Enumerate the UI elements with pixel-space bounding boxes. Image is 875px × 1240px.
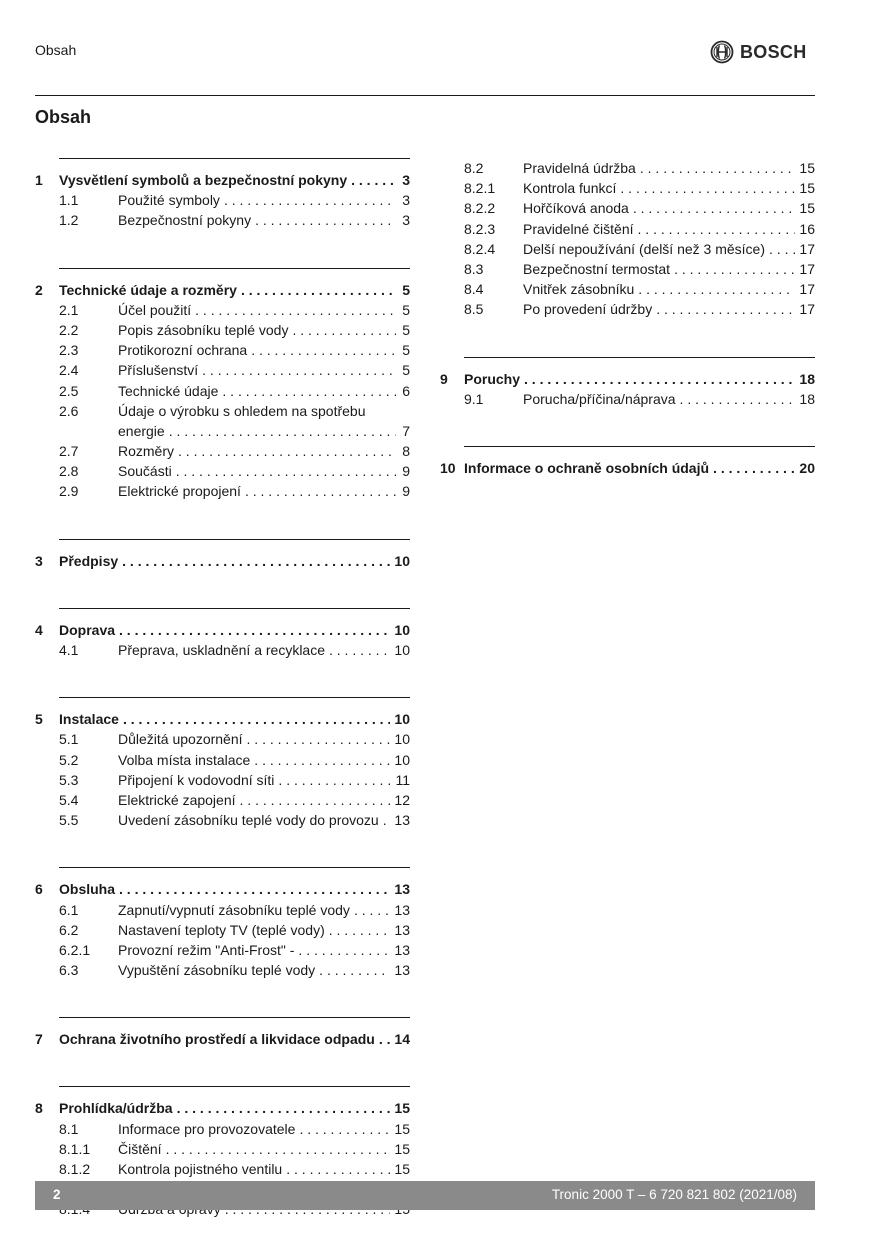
subentry-page: 15: [394, 1140, 410, 1157]
leader-dots: [769, 239, 795, 259]
subentry-number: 2.1: [59, 301, 79, 318]
subentry-page: 12: [394, 791, 410, 808]
toc-subentry[interactable]: [59, 750, 410, 770]
toc-subentry[interactable]: [464, 239, 815, 259]
toc-section: [35, 697, 410, 830]
subentry-title: Připojení k vodovodní síti: [118, 771, 275, 788]
subentry-number: 5.3: [59, 771, 79, 788]
leader-dots: [351, 170, 396, 190]
leader-dots: [638, 219, 796, 239]
subentry-title: Použité symboly: [118, 192, 220, 209]
chapter-number: 2: [35, 281, 43, 298]
toc-chapter-entry[interactable]: [440, 458, 815, 478]
subentry-number: 8.2.4: [464, 240, 496, 257]
chapter-page: 10: [394, 711, 410, 728]
toc-subentry[interactable]: [59, 1139, 410, 1159]
leader-dots: [292, 320, 396, 340]
subentry-title: Protikorozní ochrana: [118, 342, 248, 359]
subentry-title: Přeprava, uskladnění a recyklace: [118, 642, 325, 658]
leader-dots: [354, 900, 390, 920]
toc-subentry[interactable]: [59, 640, 410, 660]
subentry-title: Údaje o výrobku s ohledem na spotřebu: [118, 402, 366, 419]
subentry-page: 3: [402, 212, 410, 229]
leader-dots: [524, 369, 795, 389]
chapter-title: Instalace: [59, 711, 119, 728]
toc-subentry[interactable]: [59, 340, 410, 360]
subentry-number: 6.3: [59, 962, 79, 979]
toc-subentry[interactable]: [464, 219, 815, 239]
toc-subentry[interactable]: [59, 300, 410, 320]
subentry-title: Elektrické zapojení: [118, 791, 236, 808]
subentry-number: 1.2: [59, 212, 79, 229]
subentry-title: Technické údaje: [118, 382, 219, 399]
leader-dots: [620, 178, 795, 198]
subentry-page: 15: [394, 1120, 410, 1137]
leader-dots: [255, 210, 396, 230]
leader-dots: [254, 750, 390, 770]
toc-chapter-entry[interactable]: [35, 551, 410, 571]
toc-subentry[interactable]: [464, 299, 815, 319]
leader-dots: [278, 770, 391, 790]
subentry-number: 4.1: [59, 642, 79, 658]
leader-dots: [241, 280, 396, 300]
subentry-title: Pravidelná údržba: [523, 160, 636, 176]
subentry-page: 15: [394, 1161, 410, 1177]
subentry-title: Důležitá upozornění: [118, 731, 243, 748]
toc-chapter-entry[interactable]: [35, 709, 410, 729]
toc-subentry[interactable]: [59, 960, 410, 980]
toc-chapter-entry[interactable]: [35, 620, 410, 640]
toc-section: [440, 357, 815, 409]
toc-chapter-entry[interactable]: [35, 1029, 410, 1049]
subentry-page: 8: [402, 443, 410, 460]
subentry-number: 8.5: [464, 301, 484, 318]
chapter-number: 3: [35, 552, 43, 569]
toc-subentry[interactable]: [464, 389, 815, 409]
subentry-title: Čištění: [118, 1140, 162, 1157]
leader-dots: [245, 481, 396, 501]
leader-dots: [656, 299, 795, 319]
header-divider: [35, 95, 815, 96]
subentry-page: 17: [799, 240, 815, 257]
leader-dots: [123, 709, 390, 729]
chapter-title: Technické údaje a rozměry: [59, 281, 237, 298]
toc-subentry[interactable]: [464, 279, 815, 299]
subentry-title: Porucha/příčina/náprava: [523, 390, 676, 407]
subentry-page: 13: [394, 941, 410, 958]
chapter-number: 4: [35, 621, 43, 638]
toc-subentry[interactable]: [59, 481, 410, 501]
subentry-page: 10: [394, 751, 410, 768]
chapter-title: Ochrana životního prostředí a likvidace odpadu: [59, 1031, 375, 1048]
subentry-number: 8.1.2: [59, 1161, 91, 1177]
leader-dots: [319, 960, 390, 980]
subentry-number: 2.2: [59, 321, 79, 338]
leader-dots: [166, 1139, 391, 1159]
toc-subentry[interactable]: [59, 940, 410, 960]
subentry-number: 2.7: [59, 443, 79, 460]
page-title: Obsah: [35, 107, 92, 127]
subentry-page: 13: [394, 812, 410, 829]
leader-dots: [383, 810, 391, 830]
leader-dots: [638, 279, 795, 299]
subentry-number: 2.9: [59, 483, 79, 500]
chapter-number: 1: [35, 172, 43, 188]
toc-subentry[interactable]: [59, 461, 410, 481]
chapter-number: 9: [440, 370, 448, 387]
leader-dots: [240, 790, 391, 810]
subentry-page: 5: [402, 321, 410, 338]
footer-bar: [35, 1181, 815, 1210]
toc-chapter-entry[interactable]: [35, 879, 410, 899]
toc-section: [440, 446, 815, 478]
subentry-title-continued: energie: [118, 422, 165, 439]
toc-chapter-entry[interactable]: [35, 1098, 410, 1118]
toc-subentry[interactable]: [59, 1119, 410, 1139]
subentry-number: 2.4: [59, 362, 79, 379]
toc-section: [35, 539, 410, 571]
subentry-title: Rozměry: [118, 443, 175, 460]
leader-dots: [286, 1159, 390, 1179]
leader-dots: [298, 940, 390, 960]
subentry-title: Příslušenství: [118, 362, 199, 379]
subentry-title: Vypuštění zásobníku teplé vody: [118, 962, 316, 979]
chapter-number: 7: [35, 1031, 43, 1048]
leader-dots: [222, 381, 396, 401]
chapter-title: Prohlídka/údržba: [59, 1100, 173, 1117]
subentry-number: 1.1: [59, 192, 79, 209]
subentry-page: 18: [799, 390, 815, 407]
leader-dots: [195, 300, 396, 320]
toc-subentry[interactable]: [464, 178, 815, 198]
toc-section: [35, 608, 410, 660]
chapter-number: 10: [440, 459, 456, 476]
chapter-title: Předpisy: [59, 552, 119, 569]
subentry-number: 2.6: [59, 402, 79, 419]
toc-chapter-entry[interactable]: [35, 170, 410, 190]
leader-dots: [224, 190, 396, 210]
chapter-title: Poruchy: [464, 370, 521, 387]
subentry-number: 8.2.2: [464, 200, 496, 217]
subentry-page: 7: [402, 422, 410, 439]
subentry-page: 11: [395, 771, 410, 788]
subentry-page: 9: [402, 483, 410, 500]
toc-subentry[interactable]: [59, 900, 410, 920]
subentry-number: 8.3: [464, 260, 484, 277]
subentry-number: 8.1.1: [59, 1140, 91, 1157]
subentry-page: 13: [394, 901, 410, 918]
leader-dots: [680, 389, 796, 409]
subentry-title: Elektrické propojení: [118, 483, 241, 500]
chapter-page: 18: [799, 370, 815, 387]
toc-subentry[interactable]: [59, 441, 410, 461]
toc-subentry[interactable]: [464, 259, 815, 279]
subentry-number: 5.2: [59, 751, 79, 768]
chapter-number: 6: [35, 881, 43, 898]
chapter-title: Informace o ochraně osobních údajů: [464, 459, 710, 476]
subentry-title: Volba místa instalace: [118, 751, 251, 768]
subentry-title: Bezpečnostní termostat: [523, 260, 671, 277]
leader-dots: [119, 879, 390, 899]
subentry-page: 3: [402, 192, 410, 209]
toc-subentry[interactable]: [59, 810, 410, 830]
subentry-number: 2.3: [59, 342, 79, 359]
leader-dots: [251, 340, 396, 360]
subentry-title: Vnitřek zásobníku: [523, 281, 635, 298]
chapter-page: 10: [394, 621, 410, 638]
toc-subentry[interactable]: [59, 360, 410, 380]
toc-subentry[interactable]: [59, 729, 410, 749]
subentry-page: 5: [402, 301, 410, 318]
leader-dots: [202, 360, 396, 380]
chapter-page: 13: [394, 881, 410, 898]
toc-right-column: [440, 158, 815, 478]
subentry-page: 6: [402, 382, 410, 399]
chapter-number: 8: [35, 1100, 43, 1117]
leader-dots: [178, 441, 396, 461]
subentry-number: 5.1: [59, 731, 79, 748]
subentry-title: Kontrola pojistného ventilu: [118, 1161, 283, 1177]
brand-name: BOSCH: [740, 41, 807, 62]
subentry-number: 8.2.3: [464, 220, 496, 237]
leader-dots: [299, 1119, 390, 1139]
leader-dots: [176, 461, 396, 481]
subentry-title: Hořčíková anoda: [523, 200, 629, 217]
chapter-title: Doprava: [59, 621, 116, 638]
subentry-number: 6.2.1: [59, 941, 91, 958]
leader-dots: [640, 158, 796, 178]
subentry-title: Po provedení údržby: [523, 301, 653, 318]
leader-dots: [329, 640, 390, 660]
footer-page-number: 2: [53, 1187, 61, 1202]
subentry-number: 5.5: [59, 812, 79, 829]
toc-subentry[interactable]: [59, 381, 410, 401]
leader-dots: [633, 198, 796, 218]
toc-chapter-entry[interactable]: [35, 280, 410, 300]
chapter-page: 14: [394, 1031, 410, 1048]
subentry-page: 5: [402, 362, 410, 379]
toc-subentry[interactable]: [59, 1159, 410, 1179]
chapter-page: 15: [394, 1100, 410, 1117]
subentry-number: 8.1: [59, 1120, 79, 1137]
chapter-page: 20: [799, 459, 815, 476]
toc-chapter-entry[interactable]: [440, 369, 815, 389]
leader-dots: [169, 421, 396, 441]
subentry-number: 6.2: [59, 921, 79, 938]
subentry-title: Uvedení zásobníku teplé vody do provozu: [118, 812, 379, 829]
chapter-page: 10: [394, 552, 410, 569]
toc-subentry[interactable]: [59, 210, 410, 230]
header-label: Obsah: [35, 42, 77, 58]
toc-subentry-continuation[interactable]: [59, 421, 410, 441]
subentry-page: 13: [394, 921, 410, 938]
subentry-title: Součásti: [118, 463, 172, 480]
subentry-number: 9.1: [464, 390, 484, 407]
bosch-logo: [710, 40, 807, 64]
subentry-number: 8.2: [464, 160, 484, 176]
subentry-page: 5: [402, 342, 410, 359]
leader-dots: [674, 259, 795, 279]
subentry-title: Nastavení teploty TV (teplé vody): [118, 921, 325, 938]
leader-dots: [247, 729, 391, 749]
subentry-page: 17: [799, 301, 815, 318]
subentry-title: Kontrola funkcí: [523, 180, 617, 197]
subentry-title: Informace pro provozovatele: [118, 1120, 296, 1137]
leader-dots: [119, 620, 390, 640]
subentry-number: 2.8: [59, 463, 79, 480]
leader-dots: [379, 1029, 391, 1049]
subentry-title: Účel použití: [118, 301, 192, 318]
subentry-number: 6.1: [59, 901, 79, 918]
subentry-title: Provozní režim "Anti-Frost" -: [118, 941, 295, 958]
toc-subentry[interactable]: [59, 320, 410, 340]
subentry-page: 17: [799, 281, 815, 298]
subentry-page: 13: [394, 962, 410, 979]
chapter-title: Obsluha: [59, 881, 116, 898]
toc-section: [35, 1017, 410, 1049]
toc-subentry[interactable]: [59, 790, 410, 810]
subentry-page: 9: [402, 463, 410, 480]
chapter-page: 3: [402, 172, 410, 188]
toc-subentry[interactable]: [464, 198, 815, 218]
subentry-page: 17: [799, 260, 815, 277]
subentry-page: 10: [394, 642, 410, 658]
toc-section: [35, 268, 410, 502]
leader-dots: [713, 458, 795, 478]
subentry-title: Zapnutí/vypnutí zásobníku teplé vody: [118, 901, 350, 918]
toc-section: [35, 158, 410, 231]
subentry-number: 8.2.1: [464, 180, 496, 197]
chapter-title: Vysvětlení symbolů a bezpečnostní pokyny: [59, 172, 348, 188]
subentry-page: 15: [799, 200, 815, 217]
leader-dots: [122, 551, 390, 571]
subentry-title: Bezpečnostní pokyny: [118, 212, 252, 229]
subentry-page: 10: [394, 731, 410, 748]
toc-section: [35, 867, 410, 980]
toc-subentry[interactable]: [59, 770, 410, 790]
footer-document-id: Tronic 2000 T – 6 720 821 802 (2021/08): [551, 1187, 797, 1202]
chapter-number: 5: [35, 711, 43, 728]
subentry-page: 16: [799, 220, 815, 237]
subentry-number: 5.4: [59, 791, 79, 808]
toc-subentry[interactable]: [59, 190, 410, 210]
leader-dots: [177, 1098, 391, 1118]
toc-subentry[interactable]: [59, 920, 410, 940]
toc-left-column: [35, 158, 410, 1220]
subentry-title: Pravidelné čištění: [523, 220, 634, 237]
subentry-page: 15: [799, 180, 815, 197]
bosch-armature-icon: [710, 40, 734, 64]
chapter-page: 5: [402, 281, 410, 298]
subentry-title: Popis zásobníku teplé vody: [118, 321, 289, 338]
toc-subentry[interactable]: [464, 158, 815, 178]
subentry-number: 8.4: [464, 281, 484, 298]
subentry-number: 2.5: [59, 382, 79, 399]
toc-section: [464, 158, 815, 320]
subentry-page: 15: [799, 160, 815, 176]
subentry-title: Delší nepoužívání (delší než 3 měsíce): [523, 240, 766, 257]
leader-dots: [329, 920, 391, 940]
toc-subentry[interactable]: [59, 401, 410, 421]
